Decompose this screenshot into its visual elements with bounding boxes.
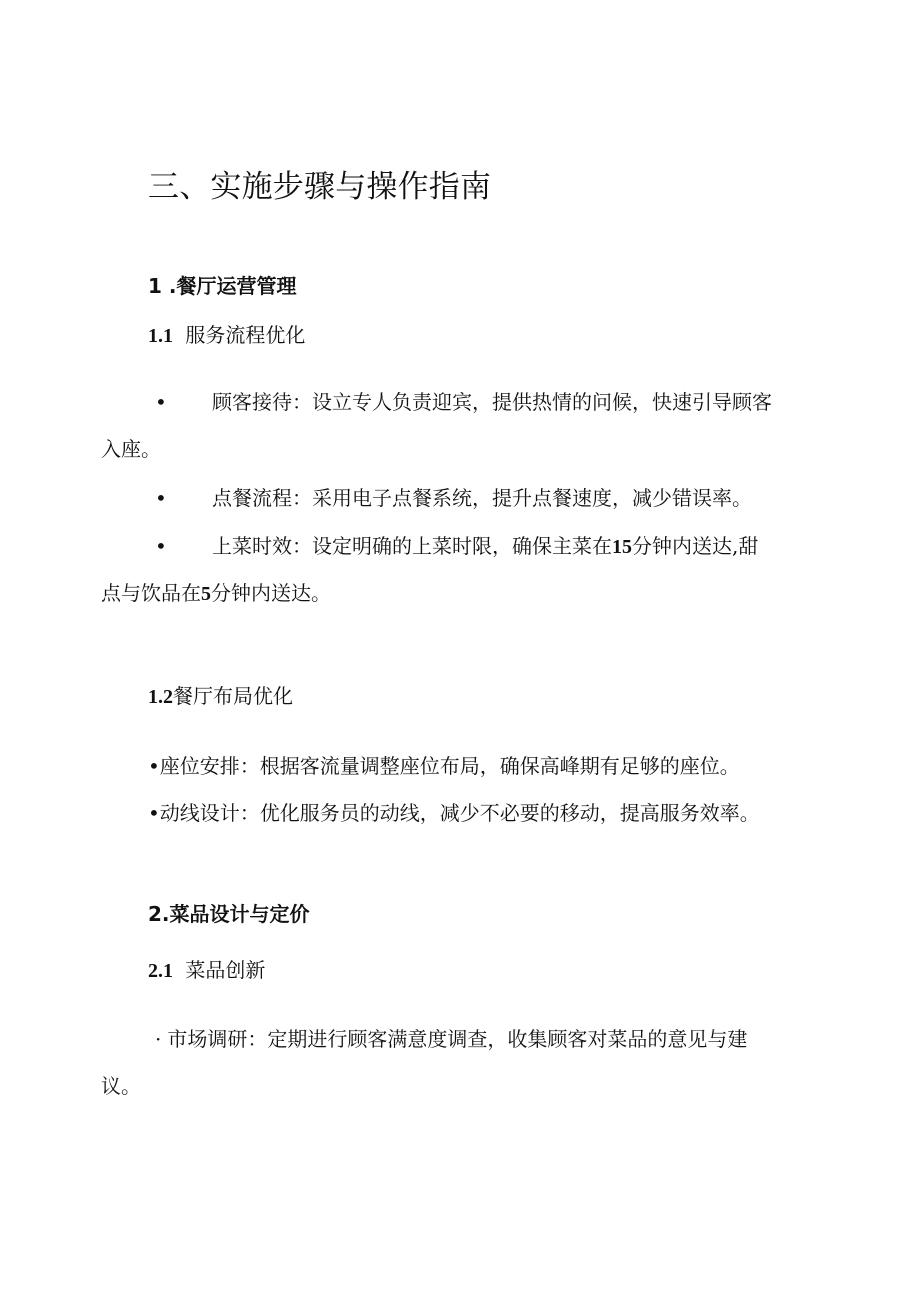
subsection-1-2-number: 1.2 <box>148 686 173 708</box>
subsection-2-1-title: 菜品创新 <box>185 958 266 982</box>
list-item-text: 市场调研：定期进行顾客满意度调查，收集顾客对菜品的意见与建 <box>167 1027 748 1051</box>
list-item-reception-line2: 入座。 <box>101 437 161 461</box>
list-item-label: 上菜时效： <box>212 534 312 558</box>
list-item-label: 顾客接待： <box>212 390 312 414</box>
list-item-text: 设立专人负责迎宾，提供热情的问候，快速引导顾客 <box>312 390 772 414</box>
page-title: 三、实施步骤与操作指南 <box>148 169 492 205</box>
list-item-market-research-line1 <box>155 1029 747 1049</box>
bullet-icon: · <box>155 1027 162 1051</box>
list-item-flow-design <box>148 803 760 823</box>
subsection-1-1-heading <box>148 325 305 346</box>
list-item-ordering <box>212 488 752 508</box>
subsection-2-1-heading <box>148 960 265 981</box>
section-1-heading: 1 .餐厅运营管理 <box>148 274 297 298</box>
list-item-text: 点与饮品在 <box>101 581 201 605</box>
subsection-1-1-title: 服务流程优化 <box>185 323 306 347</box>
list-item-text: 设定明确的上菜时限，确保主菜在 <box>312 534 612 558</box>
list-item-text: 分钟内送达,甜 <box>632 534 759 558</box>
list-item-market-research-line2: 议。 <box>101 1074 141 1098</box>
bullet-icon: • <box>155 486 167 510</box>
bullet-icon: • <box>148 801 160 825</box>
bullet-icon: • <box>155 534 167 558</box>
list-item-text: 座位安排：根据客流量调整座位布局，确保高峰期有足够的座位。 <box>159 754 740 778</box>
section-2-heading: 2.菜品设计与定价 <box>148 902 310 926</box>
list-item-serving-line1 <box>212 536 758 557</box>
subsection-2-1-number: 2.1 <box>148 960 173 982</box>
subsection-1-2-title: 餐厅布局优化 <box>173 684 293 708</box>
list-item-text: 动线设计：优化服务员的动线，减少不必要的移动，提高服务效率。 <box>159 801 760 825</box>
bullet-icon: • <box>155 390 167 414</box>
bullet-icon: • <box>148 754 160 778</box>
dessert-minutes: 5 <box>201 583 211 605</box>
list-item-label: 点餐流程： <box>212 486 312 510</box>
list-item-serving-line2 <box>101 583 331 604</box>
list-item-reception-line1 <box>212 392 772 412</box>
list-item-text: 分钟内送达。 <box>211 581 331 605</box>
main-course-minutes: 15 <box>612 536 632 558</box>
subsection-1-2-heading <box>148 686 293 707</box>
subsection-1-1-number: 1.1 <box>148 325 173 347</box>
list-item-seating <box>148 756 740 776</box>
list-item-text: 采用电子点餐系统，提升点餐速度，减少错误率。 <box>312 486 752 510</box>
